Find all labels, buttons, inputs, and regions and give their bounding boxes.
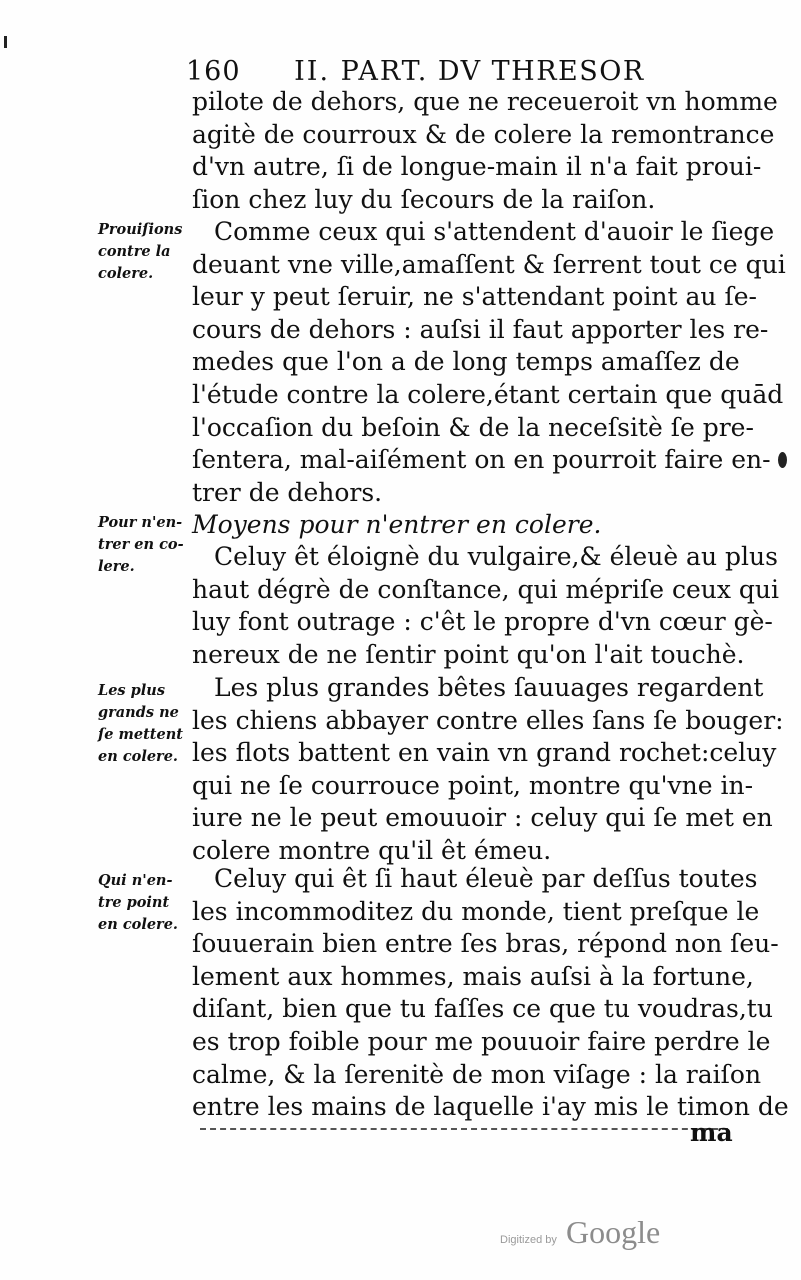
page-number: 160: [186, 56, 241, 87]
text-line: ſouuerain bien entre ſes bras, répond non ſeu-: [192, 929, 779, 959]
text-line: les chiens abbayer contre elles ſans ſe bouger:: [192, 705, 784, 735]
margin-note-qui-nentre: [98, 870, 190, 936]
text-line: trer de dehors.: [192, 477, 383, 507]
text-line: agitè de courroux & de colere la remontrance: [192, 119, 775, 149]
margin-note-line: grands ne: [98, 704, 179, 721]
ink-blot: [778, 452, 787, 468]
text-line: leur y peut ſeruir, ne s'attendant point au ſe-: [192, 282, 757, 312]
paragraph-4: [192, 672, 784, 868]
margin-note-line: colere.: [98, 265, 154, 282]
text-line: medes que l'on a de long temps amaſſez de: [192, 347, 740, 377]
text-line: ſentera, mal-aiſément on en pourroit faire en-: [192, 445, 771, 475]
text-line: pilote de dehors, que ne receueroit vn homme: [192, 87, 778, 116]
section-heading: Moyens pour n'entrer en colere.: [192, 510, 602, 539]
text-line: cours de dehors : auſsi il faut apporter les re-: [192, 314, 769, 344]
margin-note-line: contre la: [98, 243, 171, 260]
part-label: II. PART.: [294, 56, 429, 87]
text-line: l'occaſion du beſoin & de la neceſsitè ſe pre-: [192, 412, 754, 442]
margin-note-pour-nentrer: [98, 512, 190, 578]
margin-note-line: Les plus: [98, 682, 165, 699]
page-edge-mark: [4, 36, 7, 48]
paragraph-3: [192, 541, 780, 671]
margin-note-line: trer en co-: [98, 536, 184, 553]
text-line: les incommoditez du monde, tient preſque le: [192, 896, 760, 926]
paragraph-1: [192, 86, 778, 216]
paragraph-5: [192, 863, 789, 1124]
margin-note-les-plus-grands: [98, 680, 190, 768]
margin-note-line: lere.: [98, 558, 135, 575]
text-line: Les plus grandes bêtes ſauuages regardent: [214, 673, 764, 702]
text-line: ſion chez luy du ſecours de la raiſon.: [192, 184, 656, 214]
google-logo: Google: [565, 1214, 661, 1250]
margin-note-line: ſe mettent: [98, 726, 183, 743]
paragraph-2: [192, 216, 786, 509]
margin-note-line: Qui n'en-: [98, 872, 173, 889]
margin-note-line: en colere.: [98, 916, 178, 933]
text-line: les flots battent en vain vn grand rochet:celuy: [192, 738, 777, 768]
text-line: l'étude contre la colere,étant certain que quād: [192, 379, 784, 409]
margin-note-prouisions: [98, 219, 190, 285]
text-line: haut dégrè de conſtance, qui mépriſe ceux qui: [192, 574, 780, 604]
margin-note-line: Pour n'en-: [98, 514, 183, 531]
digitized-watermark: [500, 1214, 660, 1251]
margin-note-line: tre point: [98, 894, 170, 911]
margin-note-line: Prouiſions: [98, 221, 183, 238]
text-line: Comme ceux qui s'attendent d'auoir le ſiege: [214, 217, 775, 246]
text-line: nereux de ne ſentir point qu'on l'ait touchè.: [192, 639, 745, 669]
text-line: deuant vne ville,amaſſent & ſerrent tout ce qui: [192, 249, 786, 279]
text-line: es trop foible pour me pouuoir faire perdre le: [192, 1026, 771, 1056]
text-line: lement aux hommes, mais auſsi à la fortune,: [192, 961, 754, 991]
catchword: ma: [690, 1118, 733, 1147]
margin-note-line: en colere.: [98, 748, 178, 765]
bottom-rule: [200, 1128, 728, 1130]
text-line: calme, & la ſerenitè de mon viſage : la raiſon: [192, 1059, 762, 1089]
book-title: DV THRESOR: [437, 56, 645, 87]
text-line: d'vn autre, ſi de longue-main il n'a fait proui-: [192, 152, 762, 182]
text-line: luy font outrage : c'êt le propre d'vn cœur gè-: [192, 607, 773, 637]
text-line: colere montre qu'il êt émeu.: [192, 835, 552, 865]
text-line: iure ne le peut emouuoir : celuy qui ſe met en: [192, 803, 773, 833]
watermark-prefix: Digitized by: [500, 1234, 557, 1246]
text-line: diſant, bien que tu faſſes ce que tu voudras,tu: [192, 994, 773, 1024]
text-line: Celuy qui êt ſi haut éleuè par deſſus toutes: [214, 864, 758, 893]
text-line: Celuy êt éloignè du vulgaire,& éleuè au plus: [214, 542, 778, 571]
text-line: qui ne ſe courrouce point, montre qu'vne in-: [192, 770, 754, 800]
text-line: entre les mains de laquelle i'ay mis le timon de: [192, 1092, 789, 1122]
running-head: [186, 56, 706, 87]
